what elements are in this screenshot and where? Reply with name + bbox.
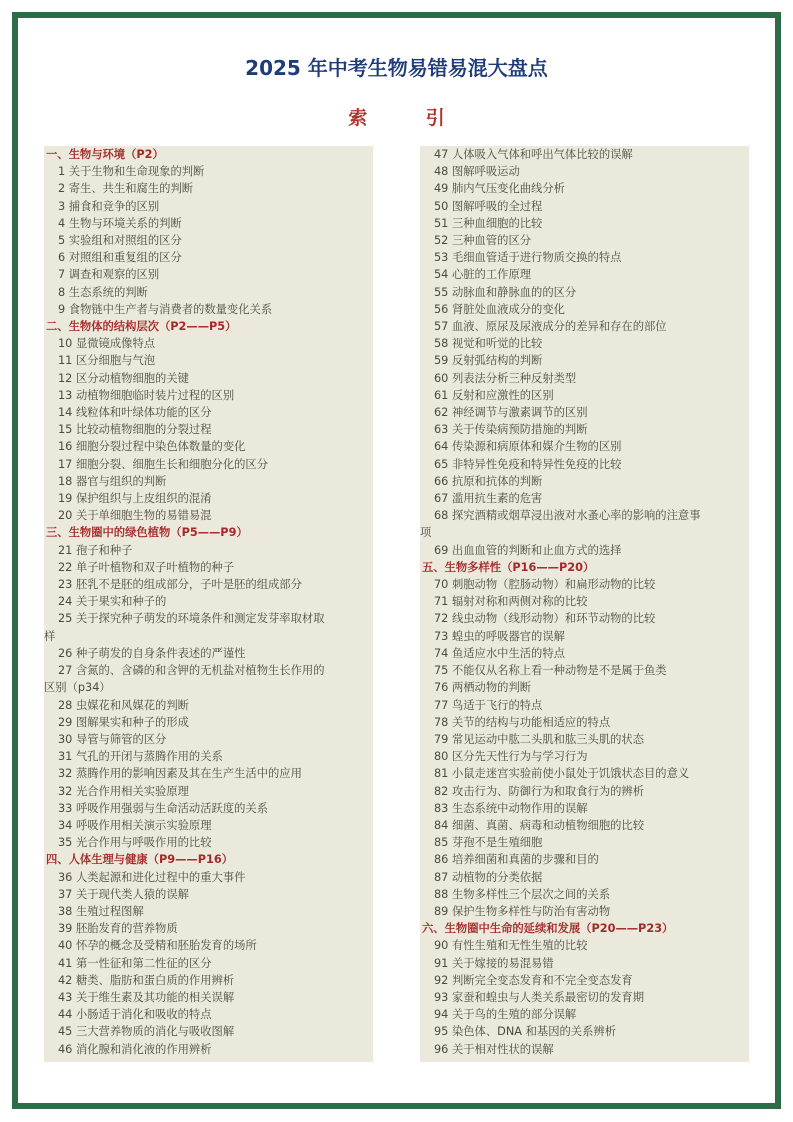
index-entry: 59 反射弧结构的判断 <box>434 354 543 368</box>
index-entry: 36 人类起源和进化过程中的重大事件 <box>58 870 246 884</box>
index-entry: 74 鱼适应水中生活的特点 <box>434 646 565 660</box>
section-heading: 三、生物圈中的绿色植物（P5——P9） <box>44 524 373 541</box>
index-entry: 49 肺内气压变化曲线分析 <box>434 182 565 196</box>
index-entry: 34 呼吸作用相关演示实验原理 <box>58 818 212 832</box>
index-entry: 79 常见运动中肱二头肌和肱三头肌的状态 <box>434 732 645 746</box>
index-entry: 91 关于嫁接的易混易错 <box>434 956 554 970</box>
index-entry: 26 种子萌发的自身条件表述的严谨性 <box>58 646 246 660</box>
index-entry: 86 培养细菌和真菌的步骤和目的 <box>434 853 599 867</box>
section-heading: 二、生物体的结构层次（P2——P5） <box>44 318 373 335</box>
index-entry: 68 探究酒精或烟草浸出液对水蚤心率的影响的注意事 <box>434 509 701 523</box>
index-entry: 35 光合作用与呼吸作用的比较 <box>58 836 212 850</box>
index-entry: 23 胚乳不是胚的组成部分，子叶是胚的组成部分 <box>58 578 302 592</box>
section-heading: 六、生物圈中生命的延续和发展（P20——P23） <box>420 920 749 937</box>
index-entry: 58 视觉和听觉的比较 <box>434 337 543 351</box>
index-entry: 19 保护组织与上皮组织的混淆 <box>58 492 212 506</box>
index-entry: 87 动植物的分类依据 <box>434 870 543 884</box>
index-entry: 55 动脉血和静脉血的的区分 <box>434 285 577 299</box>
index-entry: 21 孢子和种子 <box>58 543 133 557</box>
section-heading: 五、生物多样性（P16——P20） <box>420 559 749 576</box>
index-entry: 4 生物与环境关系的判断 <box>58 216 182 230</box>
section-heading: 一、生物与环境（P2） <box>44 146 373 163</box>
index-entry: 16 细胞分裂过程中染色体数量的变化 <box>58 440 246 454</box>
index-entry: 62 神经调节与激素调节的区别 <box>434 406 588 420</box>
index-entry: 63 关于传染病预防措施的判断 <box>434 423 588 437</box>
index-entry: 71 辐射对称和两侧对称的比较 <box>434 595 588 609</box>
index-entry: 93 家蚕和蝗虫与人类关系最密切的发育期 <box>434 990 645 1004</box>
index-entry: 84 细菌、真菌、病毒和动植物细胞的比较 <box>434 818 645 832</box>
index-entry: 6 对照组和重复组的区分 <box>58 251 182 265</box>
index-entry: 25 关于探究种子萌发的环境条件和测定发芽率取材取 <box>58 612 325 626</box>
index-entry: 47 人体吸入气体和呼出气体比较的误解 <box>434 148 633 161</box>
index-entry: 2 寄生、共生和腐生的判断 <box>58 182 194 196</box>
index-column-left <box>44 146 373 1062</box>
index-entry: 82 攻击行为、防御行为和取食行为的辨析 <box>434 784 645 798</box>
index-entry: 样 <box>44 629 56 643</box>
index-entry: 66 抗原和抗体的判断 <box>434 474 543 488</box>
index-entry: 61 反射和应激性的区别 <box>434 388 554 402</box>
index-entry: 94 关于鸟的生殖的部分误解 <box>434 1008 577 1022</box>
index-entry: 65 非特异性免疫和特异性免疫的比较 <box>434 457 622 471</box>
index-entry: 9 食物链中生产者与消费者的数量变化关系 <box>58 302 273 316</box>
index-entry: 73 蝗虫的呼吸器官的误解 <box>434 629 565 643</box>
index-entry: 15 比较动植物细胞的分裂过程 <box>58 423 212 437</box>
index-heading: 索 引 <box>348 107 471 129</box>
index-entry: 39 胚胎发育的营养物质 <box>58 922 178 936</box>
index-entry: 76 两栖动物的判断 <box>434 681 532 695</box>
index-entry: 67 滥用抗生素的危害 <box>434 492 543 506</box>
index-entry: 11 区分细胞与气泡 <box>58 354 156 368</box>
index-entry: 60 列表法分析三种反射类型 <box>434 371 577 385</box>
index-entry: 29 图解果实和种子的形成 <box>58 715 189 729</box>
index-entry: 45 三大营养物质的消化与吸收图解 <box>58 1025 235 1039</box>
index-entry: 42 糖类、脂肪和蛋白质的作用辨析 <box>58 973 235 987</box>
index-entry: 18 器官与组织的判断 <box>58 474 167 488</box>
index-entry: 10 显微镜成像特点 <box>58 337 156 351</box>
index-entry: 40 怀孕的概念及受精和胚胎发育的场所 <box>58 939 257 953</box>
index-column-right <box>420 146 749 1062</box>
index-entry: 22 单子叶植物和双子叶植物的种子 <box>58 560 235 574</box>
index-entry: 88 生物多样性三个层次之间的关系 <box>434 887 611 901</box>
index-entry: 80 区分先天性行为与学习行为 <box>434 750 588 764</box>
index-entry: 1 关于生物和生命现象的判断 <box>58 165 205 179</box>
index-entry: 48 图解呼吸运动 <box>434 165 520 179</box>
index-entry: 46 消化腺和消化液的作用辨析 <box>58 1042 212 1056</box>
index-entry: 20 关于单细胞生物的易错易混 <box>58 509 212 523</box>
index-entry: 85 芽孢不是生殖细胞 <box>434 836 543 850</box>
index-entry: 项 <box>420 526 432 540</box>
index-entry: 92 判断完全变态发育和不完全变态发育 <box>434 973 633 987</box>
index-entry: 区别（p34） <box>44 681 111 695</box>
index-entry: 43 关于维生素及其功能的相关误解 <box>58 990 235 1004</box>
index-entry: 32 光合作用相关实验原理 <box>58 784 189 798</box>
index-entry: 41 第一性征和第二性征的区分 <box>58 956 212 970</box>
index-entry: 38 生殖过程图解 <box>58 904 144 918</box>
index-entry: 75 不能仅从名称上看一种动物是不是属于鱼类 <box>434 664 667 678</box>
index-entry: 64 传染源和病原体和媒介生物的区别 <box>434 440 622 454</box>
index-entry: 27 含氮的、含磷的和含钾的无机盐对植物生长作用的 <box>58 664 325 678</box>
section-heading: 四、人体生理与健康（P9——P16） <box>44 851 373 868</box>
index-entry: 13 动植物细胞临时装片过程的区别 <box>58 388 235 402</box>
index-entry: 70 刺胞动物（腔肠动物）和扁形动物的比较 <box>434 578 656 592</box>
page-title: 2025 年中考生物易错易混大盘点 <box>245 56 548 80</box>
index-entry: 30 导管与筛管的区分 <box>58 732 167 746</box>
index-entry: 81 小鼠走迷宫实验前使小鼠处于饥饿状态目的意义 <box>434 767 690 781</box>
index-entry: 24 关于果实和种子的 <box>58 595 167 609</box>
index-entry: 7 调查和观察的区别 <box>58 268 160 282</box>
index-entry: 3 捕食和竞争的区别 <box>58 199 160 213</box>
index-entry: 90 有性生殖和无性生殖的比较 <box>434 939 588 953</box>
index-entry: 52 三种血管的区分 <box>434 234 532 248</box>
index-entry: 56 肾脏处血液成分的变化 <box>434 302 565 316</box>
index-entry: 77 鸟适于飞行的特点 <box>434 698 543 712</box>
index-entry: 37 关于现代类人猿的误解 <box>58 887 189 901</box>
index-entry: 8 生态系统的判断 <box>58 285 148 299</box>
index-entry: 83 生态系统中动物作用的误解 <box>434 801 588 815</box>
index-entry: 51 三种血细胞的比较 <box>434 216 543 230</box>
index-entry: 28 虫媒花和风媒花的判断 <box>58 698 189 712</box>
index-entry: 69 出血血管的判断和止血方式的选择 <box>434 543 622 557</box>
index-entry: 72 线虫动物（线形动物）和环节动物的比较 <box>434 612 656 626</box>
index-entry: 17 细胞分裂、细胞生长和细胞分化的区分 <box>58 457 269 471</box>
index-entry: 33 呼吸作用强弱与生命活动活跃度的关系 <box>58 801 269 815</box>
index-entry: 31 气孔的开闭与蒸腾作用的关系 <box>58 750 223 764</box>
index-entry: 44 小肠适于消化和吸收的特点 <box>58 1008 212 1022</box>
index-entry: 32 蒸腾作用的影响因素及其在生产生活中的应用 <box>58 767 302 781</box>
index-entry: 54 心脏的工作原理 <box>434 268 532 282</box>
index-entry: 78 关节的结构与功能相适应的特点 <box>434 715 611 729</box>
index-entry: 89 保护生物多样性与防治有害动物 <box>434 904 611 918</box>
index-entry: 5 实验组和对照组的区分 <box>58 234 182 248</box>
index-entry: 53 毛细血管适于进行物质交换的特点 <box>434 251 622 265</box>
index-entry: 57 血液、原尿及尿液成分的差异和存在的部位 <box>434 320 667 334</box>
index-entry: 12 区分动植物细胞的关键 <box>58 371 189 385</box>
index-entry: 96 关于相对性状的误解 <box>434 1042 554 1056</box>
index-entry: 95 染色体、DNA 和基因的关系辨析 <box>434 1025 616 1039</box>
index-entry: 14 线粒体和叶绿体功能的区分 <box>58 406 212 420</box>
index-entry: 50 图解呼吸的全过程 <box>434 199 543 213</box>
